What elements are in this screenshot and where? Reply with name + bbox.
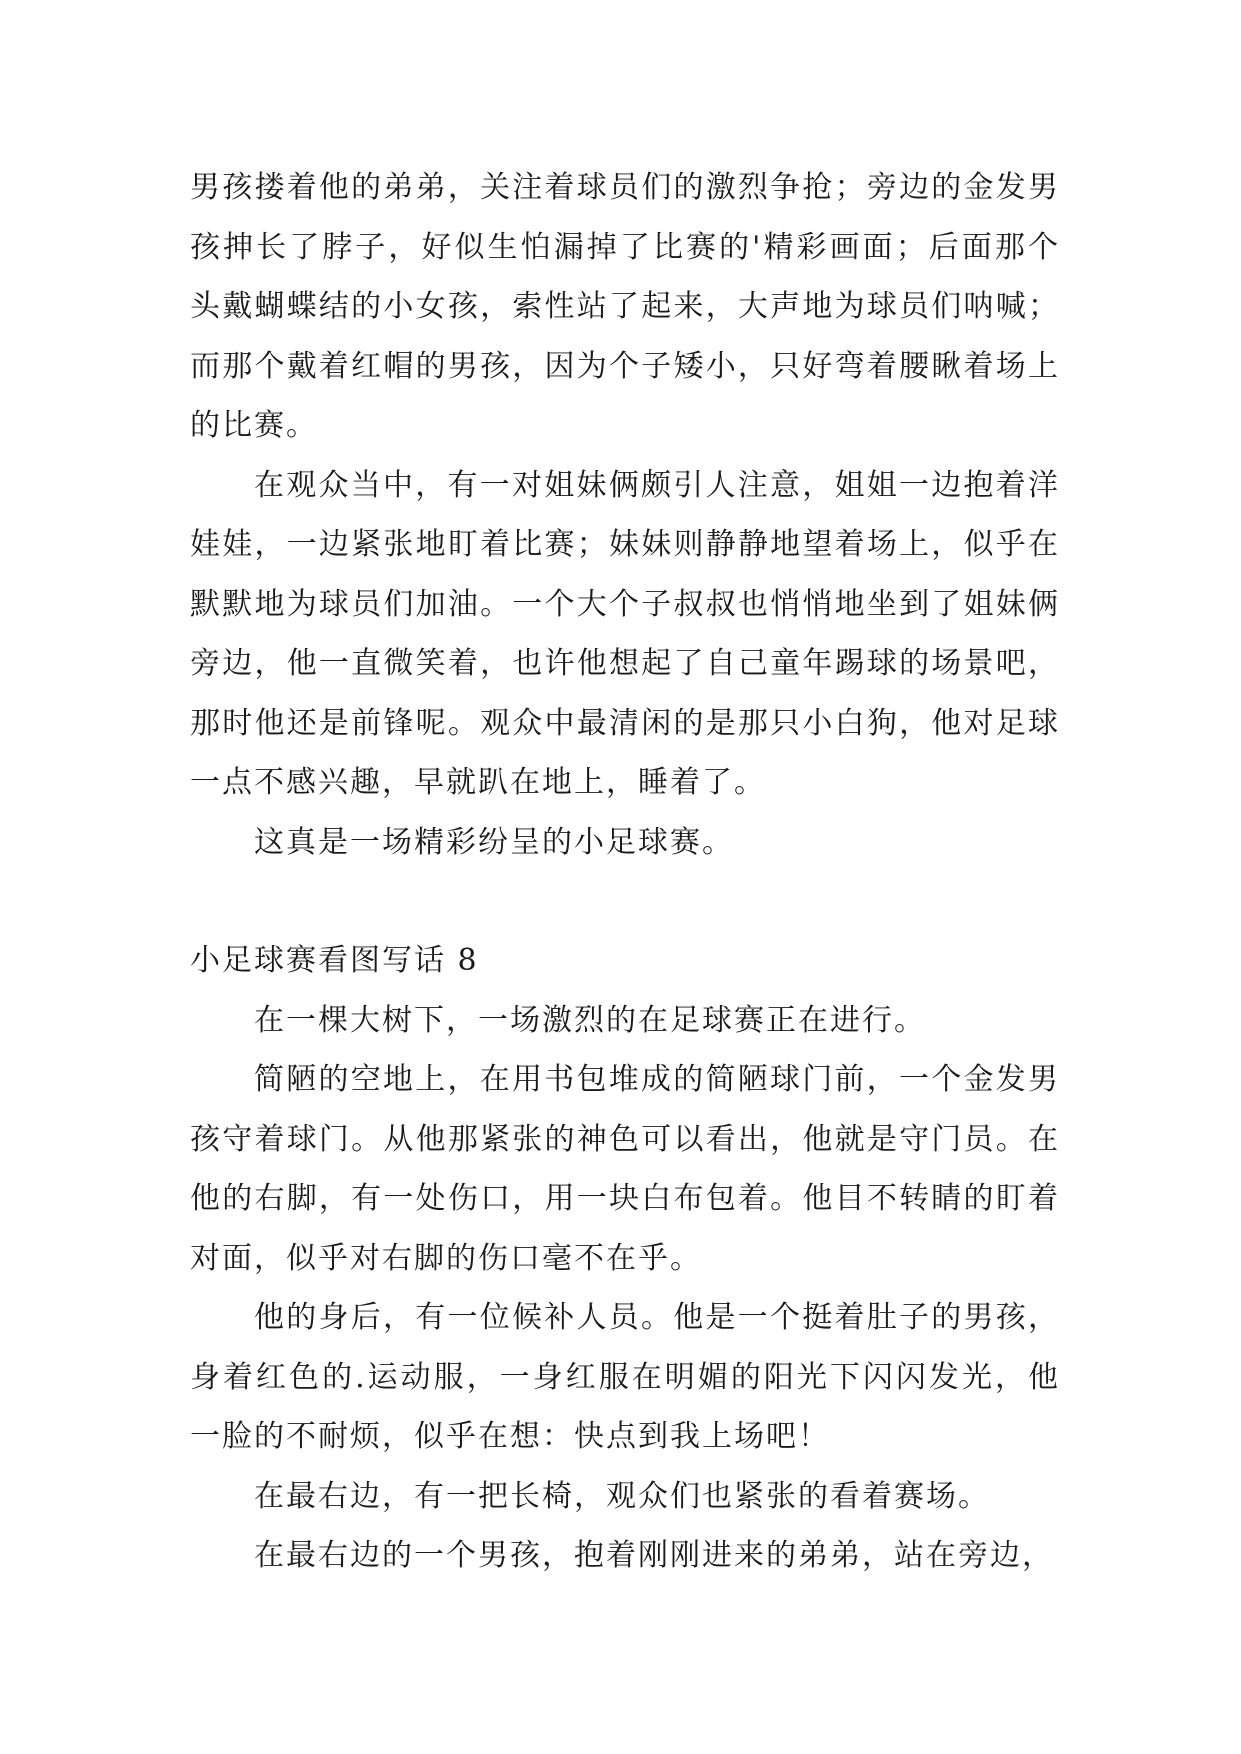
document-page — [190, 158, 1060, 1586]
paragraph: 在最右边，有一把长椅，观众们也紧张的看着赛场。 — [254, 1478, 990, 1514]
paragraph: 在最右边的一个男孩，抱着刚刚进来的弟弟，站在旁边， — [254, 1538, 1054, 1573]
section-title: 小足球赛看图写话 8 — [190, 943, 479, 978]
paragraph: 他的身后，有一位候补人员。他是一个挺着肚子的男孩，身着红色的.运动服，一身红服在明媚的阳光下闪闪发光，他一脸的不耐烦，似乎在想：快点到我上场吧！ — [190, 1300, 1060, 1454]
paragraph: 简陋的空地上，在用书包堆成的简陋球门前，一个金发男孩守着球门。从他那紧张的神色可以看出，他就是守门员。在他的右脚，有一处伤口，用一块白布包着。他目不转睛的盯着对面，似乎对右脚的伤口毫不在乎。 — [190, 1062, 1060, 1276]
paragraph: 这真是一场精彩纷呈的小足球赛。 — [254, 824, 734, 860]
paragraph: 在一棵大树下，一场激烈的在足球赛正在进行。 — [254, 1002, 926, 1038]
paragraph: 在观众当中，有一对姐妹俩颇引人注意，姐姐一边抱着洋娃娃，一边紧张地盯着比赛；妹妹则静静地望着场上，似乎在默默地为球员们加油。一个大个子叔叔也悄悄地坐到了姐妹俩旁边，他一直微笑着，也许他想起了自己童年踢球的场景吧，那时他还是前锋呢。观众中最清闲的是那只小白狗，他对足球一点不感兴趣，早就趴在地上，睡着了。 — [190, 467, 1060, 800]
paragraph-continued: 男孩搂着他的弟弟，关注着球员们的激烈争抢；旁边的金发男孩抻长了脖子，好似生怕漏掉了比赛的'精彩画面；后面那个头戴蝴蝶结的小女孩，索性站了起来，大声地为球员们呐喊；而那个戴着红帽的男孩，因为个子矮小，只好弯着腰瞅着场上的比赛。 — [190, 170, 1060, 443]
